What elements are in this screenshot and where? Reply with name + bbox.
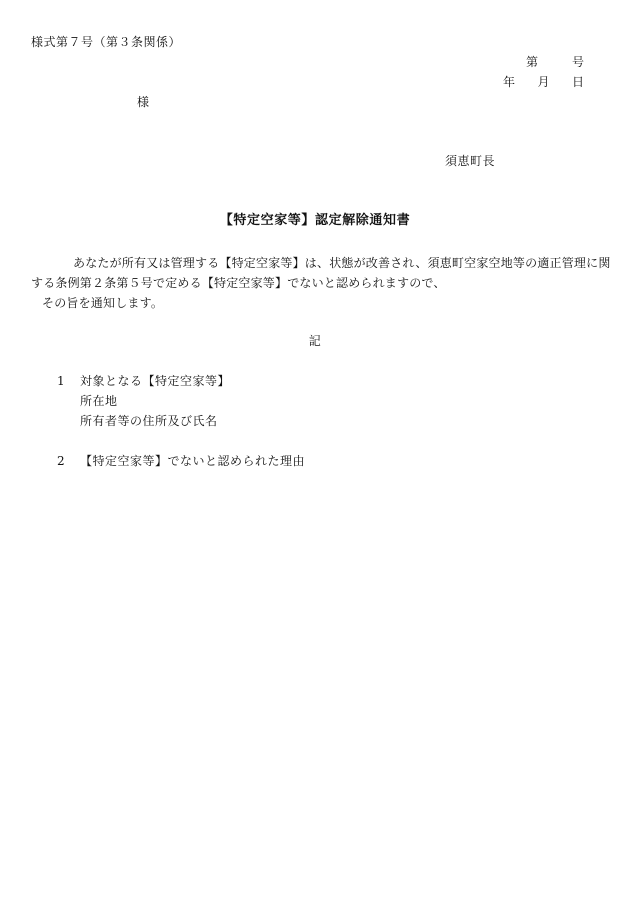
- document-title: 【特定空家等】認定解除通知書: [219, 213, 411, 228]
- document-number-line: [526, 56, 584, 68]
- item-number: 1: [57, 374, 66, 388]
- date-day-label: 日: [571, 75, 584, 89]
- item-label: 対象となる【特定空家等】: [80, 374, 231, 388]
- recipient-honorific: 様: [137, 95, 150, 109]
- notice-body-line-2: する条例第２条第５号で定める【特定空家等】でないと認められますので、: [31, 276, 446, 290]
- notice-body-line-1: あなたが所有又は管理する【特定空家等】は、状態が改善され、須恵町空家空地等の適正管理に関: [73, 256, 611, 270]
- item-sub-location: 所在地: [80, 394, 118, 408]
- date-month-label: 月: [537, 75, 550, 89]
- item-number: 2: [57, 454, 66, 468]
- issuer-name: 須恵町長: [445, 154, 496, 168]
- document-number-prefix: 第: [526, 55, 539, 69]
- ki-heading: 記: [308, 334, 322, 348]
- item-label: 【特定空家等】でないと認められた理由: [80, 454, 306, 468]
- notice-body: [31, 253, 611, 313]
- notice-body-line-3: その旨を通知します。: [42, 296, 164, 310]
- item-sub-owner: 所有者等の住所及び氏名: [80, 414, 218, 428]
- document-date-line: [503, 76, 584, 88]
- date-year-label: 年: [503, 75, 516, 89]
- form-number: 様式第７号（第３条関係）: [31, 35, 182, 49]
- document-number-suffix: 号: [571, 55, 584, 69]
